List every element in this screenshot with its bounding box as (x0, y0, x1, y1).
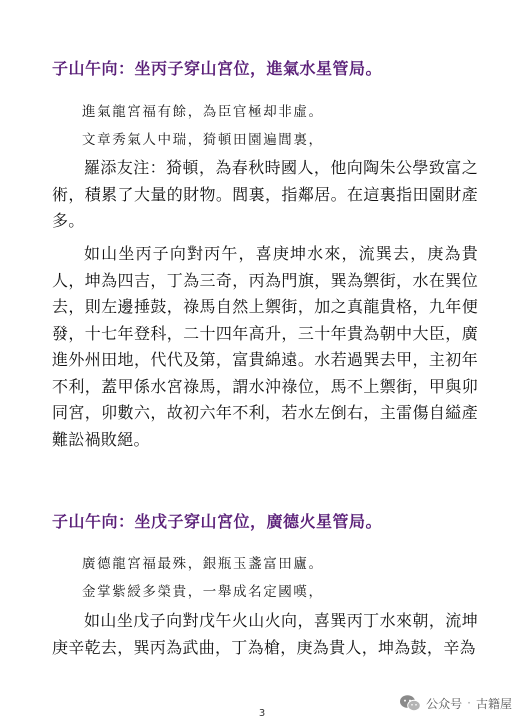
watermark-name: 古籍屋 (475, 696, 512, 711)
section-title-2: 子山午向：坐戊子穿山宮位，廣德火星管局。 (52, 512, 383, 531)
annotation-paragraph: 羅添友注：猗頓，為春秋時國人，他向陶朱公學致富之術，積累了大量的財物。閭裏，指鄰居。在這裏指田園財產多。 (52, 158, 478, 230)
verse-line-4: 金掌紫綬多榮貴，一舉成名定國嘆， (82, 584, 324, 600)
verse-line-2: 文章秀氣人中瑞，猗頓田園遍閭裏， (82, 132, 324, 148)
section-title-1: 子山午向：坐丙子穿山宮位，進氣水星管局。 (52, 59, 383, 78)
commentary-paragraph-1: 如山坐丙子向對丙午，喜庚坤水來，流巽去，庚為貴人，坤為四吉，丁為三奇，丙為門旗，巽為禦街，水在巽位去，則左邊捶鼓，祿馬自然上禦街，加之真龍貴格，九年便發，十七年登科，二十四年高升，三十年貴為朝中大臣，廣進外州田地，代代及第，富貴綿遠。水若過巽去甲，主初年不利，蓋甲係水宮祿馬，謂水沖祿位，馬不上禦街，甲與卯同宮，卯數六，故初六年不利，若水左倒右，主雷傷自縊產難訟禍敗絕。 (52, 244, 478, 449)
page-number: 3 (258, 708, 266, 719)
watermark-brand: 公众号 (426, 696, 463, 711)
verse-line-1: 進氣龍宮福有餘，為臣官極却非虛。 (82, 104, 324, 120)
watermark-separator: · (467, 696, 471, 710)
verse-line-3: 廣德龍宮福最殊，銀瓶玉盞富田廬。 (82, 556, 324, 572)
commentary-paragraph-2: 如山坐戊子向對戊午火山火向，喜巽丙丁水來朝，流坤庚辛乾去，巽丙為武曲，丁為槍，庚為貴人，坤為鼓，辛為 (52, 611, 478, 657)
